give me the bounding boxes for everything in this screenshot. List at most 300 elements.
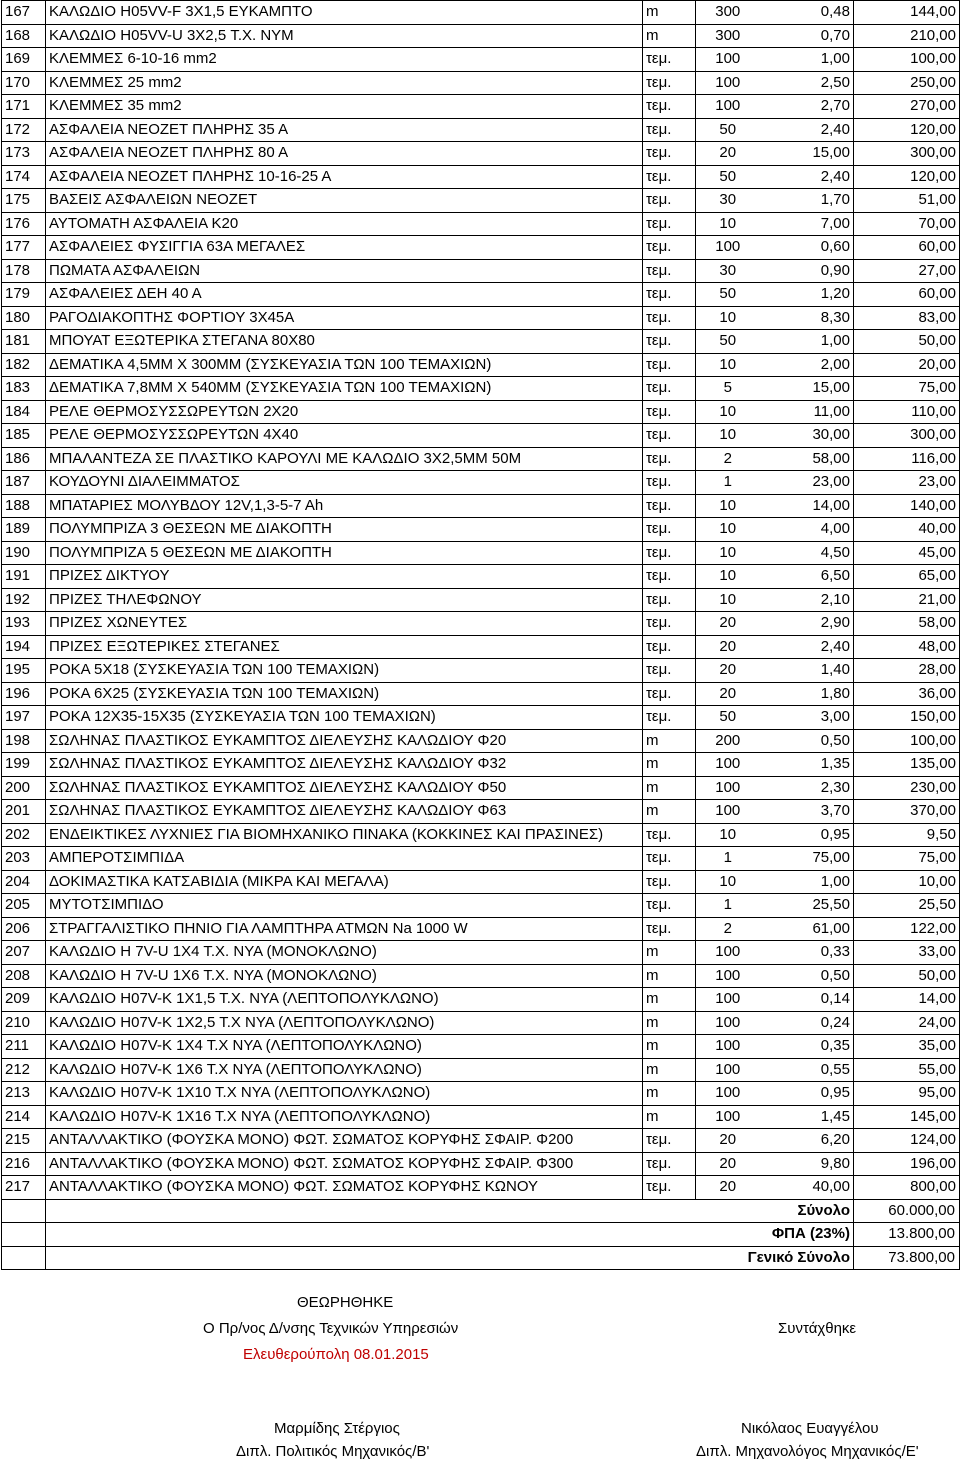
table-row bbox=[2, 424, 960, 448]
table-row bbox=[2, 941, 960, 965]
item-unit: τεμ. bbox=[643, 95, 696, 119]
right-signatory-role: Διπλ. Μηχανολόγος Μηχανικός/Ε' bbox=[696, 1443, 919, 1460]
item-number: 185 bbox=[2, 424, 46, 448]
item-unit: τεμ. bbox=[643, 870, 696, 894]
item-number: 184 bbox=[2, 400, 46, 424]
table-row bbox=[2, 518, 960, 542]
item-total: 23,00 bbox=[854, 471, 960, 495]
item-unit-price: 11,00 bbox=[760, 400, 854, 424]
item-quantity: 10 bbox=[696, 212, 760, 236]
item-number: 174 bbox=[2, 165, 46, 189]
item-unit-price: 1,20 bbox=[760, 283, 854, 307]
item-unit-price: 2,70 bbox=[760, 95, 854, 119]
item-number: 214 bbox=[2, 1105, 46, 1129]
item-unit-price: 0,50 bbox=[760, 964, 854, 988]
item-unit: τεμ. bbox=[643, 48, 696, 72]
table-row bbox=[2, 1105, 960, 1129]
item-unit: τεμ. bbox=[643, 659, 696, 683]
item-number: 171 bbox=[2, 95, 46, 119]
item-number: 205 bbox=[2, 894, 46, 918]
item-total: 250,00 bbox=[854, 71, 960, 95]
item-unit: m bbox=[643, 1011, 696, 1035]
item-description: ΣΤΡΑΓΓΑΛΙΣΤΙΚΟ ΠΗΝΙΟ ΓΙΑ ΛΑΜΠΤΗΡΑ ΑΤΜΩΝ Na 1000 W bbox=[46, 917, 643, 941]
item-unit-price: 23,00 bbox=[760, 471, 854, 495]
item-total: 55,00 bbox=[854, 1058, 960, 1082]
item-unit: τεμ. bbox=[643, 212, 696, 236]
item-description: ΜΠΟΥΑΤ ΕΞΩΤΕΡΙΚΑ ΣΤΕΓΑΝΑ 80Χ80 bbox=[46, 330, 643, 354]
item-unit-price: 61,00 bbox=[760, 917, 854, 941]
table-row bbox=[2, 847, 960, 871]
item-total: 51,00 bbox=[854, 189, 960, 213]
item-description: ΑΣΦΑΛΕΙΑ ΝΕΟΖΕΤ ΠΛΗΡΗΣ 35 Α bbox=[46, 118, 643, 142]
item-total: 370,00 bbox=[854, 800, 960, 824]
item-total: 122,00 bbox=[854, 917, 960, 941]
item-number: 210 bbox=[2, 1011, 46, 1035]
item-description: ΚΑΛΩΔΙΟ H 7V-U 1X6 T.X. NYA (ΜΟΝΟΚΛΩΝΟ) bbox=[46, 964, 643, 988]
table-row bbox=[2, 118, 960, 142]
item-number: 181 bbox=[2, 330, 46, 354]
item-total: 27,00 bbox=[854, 259, 960, 283]
item-unit: m bbox=[643, 988, 696, 1012]
item-unit-price: 2,30 bbox=[760, 776, 854, 800]
item-number: 209 bbox=[2, 988, 46, 1012]
item-unit: τεμ. bbox=[643, 447, 696, 471]
item-quantity: 100 bbox=[696, 1082, 760, 1106]
item-description: ΡΕΛΕ ΘΕΡΜΟΣΥΣΣΩΡΕΥΤΩΝ 4Χ40 bbox=[46, 424, 643, 448]
item-total: 40,00 bbox=[854, 518, 960, 542]
table-row bbox=[2, 729, 960, 753]
item-number: 168 bbox=[2, 24, 46, 48]
item-description: ΣΩΛΗΝΑΣ ΠΛΑΣΤΙΚΟΣ ΕΥΚΑΜΠΤΟΣ ΔΙΕΛΕΥΣΗΣ ΚΑΛΩΔΙΟΥ Φ50 bbox=[46, 776, 643, 800]
item-description: ΡΕΛΕ ΘΕΡΜΟΣΥΣΣΩΡΕΥΤΩΝ 2Χ20 bbox=[46, 400, 643, 424]
item-number: 198 bbox=[2, 729, 46, 753]
item-quantity: 50 bbox=[696, 165, 760, 189]
item-unit-price: 8,30 bbox=[760, 306, 854, 330]
table-row bbox=[2, 635, 960, 659]
item-description: ΑΝΤΑΛΛΑΚΤΙΚΟ (ΦΟΥΣΚΑ ΜΟΝΟ) ΦΩΤ. ΣΩΜΑΤΟΣ ΚΟΡΥΦΗΣ ΚΩΝΟΥ bbox=[46, 1176, 643, 1200]
item-number: 183 bbox=[2, 377, 46, 401]
item-unit: m bbox=[643, 800, 696, 824]
item-quantity: 10 bbox=[696, 588, 760, 612]
item-unit-price: 1,00 bbox=[760, 330, 854, 354]
table-row bbox=[2, 823, 960, 847]
item-quantity: 1 bbox=[696, 894, 760, 918]
item-description: ΣΩΛΗΝΑΣ ΠΛΑΣΤΙΚΟΣ ΕΥΚΑΜΠΤΟΣ ΔΙΕΛΕΥΣΗΣ ΚΑΛΩΔΙΟΥ Φ32 bbox=[46, 753, 643, 777]
item-unit-price: 0,70 bbox=[760, 24, 854, 48]
item-quantity: 100 bbox=[696, 753, 760, 777]
item-number: 173 bbox=[2, 142, 46, 166]
subtotal-row bbox=[2, 1199, 960, 1223]
item-number: 178 bbox=[2, 259, 46, 283]
item-number: 187 bbox=[2, 471, 46, 495]
item-total: 36,00 bbox=[854, 682, 960, 706]
item-unit: τεμ. bbox=[643, 400, 696, 424]
vat-row bbox=[2, 1223, 960, 1247]
item-number: 200 bbox=[2, 776, 46, 800]
item-number: 215 bbox=[2, 1129, 46, 1153]
item-unit: τεμ. bbox=[643, 1176, 696, 1200]
table-row bbox=[2, 447, 960, 471]
item-total: 70,00 bbox=[854, 212, 960, 236]
item-unit-price: 75,00 bbox=[760, 847, 854, 871]
item-unit-price: 0,95 bbox=[760, 823, 854, 847]
item-number: 195 bbox=[2, 659, 46, 683]
item-quantity: 10 bbox=[696, 424, 760, 448]
item-description: ΔΟΚΙΜΑΣΤΙΚΑ ΚΑΤΣΑΒΙΔΙΑ (ΜΙΚΡΑ ΚΑΙ ΜΕΓΑΛΑ) bbox=[46, 870, 643, 894]
item-unit: τεμ. bbox=[643, 353, 696, 377]
item-total: 270,00 bbox=[854, 95, 960, 119]
subtotal-value: 60.000,00 bbox=[854, 1199, 960, 1223]
item-unit: τεμ. bbox=[643, 189, 696, 213]
item-unit-price: 1,70 bbox=[760, 189, 854, 213]
item-quantity: 100 bbox=[696, 1011, 760, 1035]
table-row bbox=[2, 494, 960, 518]
item-unit-price: 7,00 bbox=[760, 212, 854, 236]
table-body bbox=[2, 1, 960, 1200]
item-quantity: 1 bbox=[696, 471, 760, 495]
item-unit: τεμ. bbox=[643, 471, 696, 495]
item-unit-price: 0,60 bbox=[760, 236, 854, 260]
item-number: 192 bbox=[2, 588, 46, 612]
item-unit: τεμ. bbox=[643, 635, 696, 659]
item-quantity: 1 bbox=[696, 847, 760, 871]
table-row bbox=[2, 1058, 960, 1082]
item-quantity: 100 bbox=[696, 71, 760, 95]
item-quantity: 10 bbox=[696, 353, 760, 377]
item-number: 216 bbox=[2, 1152, 46, 1176]
item-description: ΚΛΕΜΜΕΣ 25 mm2 bbox=[46, 71, 643, 95]
item-description: ΚΑΛΩΔΙΟ H07V-K 1X10 T.X NYA (ΛΕΠΤΟΠΟΛΥΚΛΩΝΟ) bbox=[46, 1082, 643, 1106]
item-total: 9,50 bbox=[854, 823, 960, 847]
item-number: 204 bbox=[2, 870, 46, 894]
item-description: ΑΣΦΑΛΕΙΑ ΝΕΟΖΕΤ ΠΛΗΡΗΣ 10-16-25 Α bbox=[46, 165, 643, 189]
item-description: ΑΜΠΕΡΟΤΣΙΜΠΙΔΑ bbox=[46, 847, 643, 871]
item-unit-price: 0,90 bbox=[760, 259, 854, 283]
item-quantity: 10 bbox=[696, 306, 760, 330]
item-quantity: 100 bbox=[696, 964, 760, 988]
item-unit-price: 0,35 bbox=[760, 1035, 854, 1059]
item-total: 65,00 bbox=[854, 565, 960, 589]
item-quantity: 100 bbox=[696, 800, 760, 824]
item-unit-price: 15,00 bbox=[760, 142, 854, 166]
item-description: ΡΟΚΑ 12Χ35-15Χ35 (ΣΥΣΚΕΥΑΣΙΑ ΤΩΝ 100 ΤΕΜΑΧΙΩΝ) bbox=[46, 706, 643, 730]
table-row bbox=[2, 1011, 960, 1035]
item-description: ΠΟΛΥΜΠΡΙΖΑ 5 ΘΕΣΕΩΝ ΜΕ ΔΙΑΚΟΠΤΗ bbox=[46, 541, 643, 565]
item-unit: τεμ. bbox=[643, 283, 696, 307]
item-unit-price: 1,00 bbox=[760, 48, 854, 72]
item-unit: m bbox=[643, 729, 696, 753]
item-total: 50,00 bbox=[854, 964, 960, 988]
item-unit: τεμ. bbox=[643, 236, 696, 260]
head-title: Ο Πρ/νος Δ/νσης Τεχνικών Υπηρεσιών bbox=[203, 1320, 459, 1337]
item-quantity: 30 bbox=[696, 259, 760, 283]
item-total: 75,00 bbox=[854, 847, 960, 871]
item-unit: τεμ. bbox=[643, 424, 696, 448]
item-total: 100,00 bbox=[854, 48, 960, 72]
item-unit: τεμ. bbox=[643, 847, 696, 871]
table-row bbox=[2, 400, 960, 424]
table-row bbox=[2, 142, 960, 166]
item-description: ΚΑΛΩΔΙΟ H05VV-U 3X2,5 Τ.Χ. ΝΥΜ bbox=[46, 24, 643, 48]
item-unit-price: 0,48 bbox=[760, 1, 854, 25]
item-description: ΑΣΦΑΛΕΙΑ ΝΕΟΖΕΤ ΠΛΗΡΗΣ 80 Α bbox=[46, 142, 643, 166]
item-unit: τεμ. bbox=[643, 306, 696, 330]
item-quantity: 50 bbox=[696, 283, 760, 307]
table-row bbox=[2, 612, 960, 636]
item-description: ΚΑΛΩΔΙΟ H07V-K 1X1,5 T.X. NYA (ΛΕΠΤΟΠΟΛΥΚΛΩΝΟ) bbox=[46, 988, 643, 1012]
item-number: 213 bbox=[2, 1082, 46, 1106]
item-quantity: 2 bbox=[696, 917, 760, 941]
item-number: 208 bbox=[2, 964, 46, 988]
table-row bbox=[2, 753, 960, 777]
item-description: ΠΡΙΖΕΣ ΤΗΛΕΦΩΝΟΥ bbox=[46, 588, 643, 612]
vat-label: ΦΠΑ (23%) bbox=[46, 1223, 854, 1247]
item-total: 120,00 bbox=[854, 118, 960, 142]
item-quantity: 10 bbox=[696, 494, 760, 518]
item-description: ΣΩΛΗΝΑΣ ΠΛΑΣΤΙΚΟΣ ΕΥΚΑΜΠΤΟΣ ΔΙΕΛΕΥΣΗΣ ΚΑΛΩΔΙΟΥ Φ20 bbox=[46, 729, 643, 753]
table-row bbox=[2, 189, 960, 213]
item-quantity: 100 bbox=[696, 95, 760, 119]
item-number: 201 bbox=[2, 800, 46, 824]
item-quantity: 10 bbox=[696, 541, 760, 565]
item-description: ΠΡΙΖΕΣ ΧΩΝΕΥΤΕΣ bbox=[46, 612, 643, 636]
item-unit: τεμ. bbox=[643, 259, 696, 283]
item-quantity: 2 bbox=[696, 447, 760, 471]
item-total: 135,00 bbox=[854, 753, 960, 777]
table-row bbox=[2, 800, 960, 824]
item-number: 175 bbox=[2, 189, 46, 213]
item-unit-price: 2,40 bbox=[760, 165, 854, 189]
table-row bbox=[2, 471, 960, 495]
item-description: ΚΑΛΩΔΙΟ H07V-K 1X2,5 T.X NYA (ΛΕΠΤΟΠΟΛΥΚΛΩΝΟ) bbox=[46, 1011, 643, 1035]
item-unit: τεμ. bbox=[643, 894, 696, 918]
item-unit: m bbox=[643, 1058, 696, 1082]
item-total: 124,00 bbox=[854, 1129, 960, 1153]
item-quantity: 100 bbox=[696, 1105, 760, 1129]
item-unit-price: 2,40 bbox=[760, 635, 854, 659]
item-number: 217 bbox=[2, 1176, 46, 1200]
item-quantity: 20 bbox=[696, 612, 760, 636]
vat-value: 13.800,00 bbox=[854, 1223, 960, 1247]
table-row bbox=[2, 283, 960, 307]
item-description: ΚΛΕΜΜΕΣ 6-10-16 mm2 bbox=[46, 48, 643, 72]
item-unit-price: 6,20 bbox=[760, 1129, 854, 1153]
item-number: 170 bbox=[2, 71, 46, 95]
item-quantity: 100 bbox=[696, 236, 760, 260]
item-number: 206 bbox=[2, 917, 46, 941]
item-quantity: 300 bbox=[696, 1, 760, 25]
table-row bbox=[2, 964, 960, 988]
item-total: 14,00 bbox=[854, 988, 960, 1012]
item-number: 202 bbox=[2, 823, 46, 847]
table-row bbox=[2, 1129, 960, 1153]
place-date: Ελευθερούπολη 08.01.2015 bbox=[243, 1346, 429, 1363]
item-unit: m bbox=[643, 24, 696, 48]
item-quantity: 30 bbox=[696, 189, 760, 213]
item-description: ΑΝΤΑΛΛΑΚΤΙΚΟ (ΦΟΥΣΚΑ ΜΟΝΟ) ΦΩΤ. ΣΩΜΑΤΟΣ ΚΟΡΥΦΗΣ ΣΦΑΙΡ. Φ200 bbox=[46, 1129, 643, 1153]
table-row bbox=[2, 565, 960, 589]
item-unit-price: 2,90 bbox=[760, 612, 854, 636]
item-quantity: 300 bbox=[696, 24, 760, 48]
item-unit-price: 58,00 bbox=[760, 447, 854, 471]
table-row bbox=[2, 682, 960, 706]
item-unit: m bbox=[643, 1105, 696, 1129]
item-number: 194 bbox=[2, 635, 46, 659]
item-total: 210,00 bbox=[854, 24, 960, 48]
item-number: 182 bbox=[2, 353, 46, 377]
table-row bbox=[2, 212, 960, 236]
item-total: 196,00 bbox=[854, 1152, 960, 1176]
item-number: 196 bbox=[2, 682, 46, 706]
item-quantity: 10 bbox=[696, 400, 760, 424]
item-total: 20,00 bbox=[854, 353, 960, 377]
item-total: 75,00 bbox=[854, 377, 960, 401]
item-unit-price: 30,00 bbox=[760, 424, 854, 448]
item-total: 140,00 bbox=[854, 494, 960, 518]
item-quantity: 50 bbox=[696, 118, 760, 142]
subtotal-label: Σύνολο bbox=[46, 1199, 854, 1223]
item-description: ΔΕΜΑΤΙΚΑ 7,8ΜΜ Χ 540ΜΜ (ΣΥΣΚΕΥΑΣΙΑ ΤΩΝ 100 ΤΕΜΑΧΙΩΝ) bbox=[46, 377, 643, 401]
item-total: 21,00 bbox=[854, 588, 960, 612]
table-row bbox=[2, 95, 960, 119]
item-unit: τεμ. bbox=[643, 165, 696, 189]
item-unit: m bbox=[643, 753, 696, 777]
item-total: 230,00 bbox=[854, 776, 960, 800]
item-description: ΑΝΤΑΛΛΑΚΤΙΚΟ (ΦΟΥΣΚΑ ΜΟΝΟ) ΦΩΤ. ΣΩΜΑΤΟΣ ΚΟΡΥΦΗΣ ΣΦΑΙΡ. Φ300 bbox=[46, 1152, 643, 1176]
item-total: 100,00 bbox=[854, 729, 960, 753]
item-number: 188 bbox=[2, 494, 46, 518]
item-unit-price: 0,33 bbox=[760, 941, 854, 965]
table-row bbox=[2, 588, 960, 612]
item-unit: τεμ. bbox=[643, 494, 696, 518]
item-number: 186 bbox=[2, 447, 46, 471]
item-unit-price: 0,55 bbox=[760, 1058, 854, 1082]
item-description: ΚΑΛΩΔΙΟ H05VV-F 3X1,5 ΕΥΚΑΜΠΤΟ bbox=[46, 1, 643, 25]
item-description: ΒΑΣΕΙΣ ΑΣΦΑΛΕΙΩΝ ΝΕΟΖΕΤ bbox=[46, 189, 643, 213]
item-unit: m bbox=[643, 964, 696, 988]
item-total: 33,00 bbox=[854, 941, 960, 965]
compiled-label: Συντάχθηκε bbox=[778, 1320, 857, 1337]
item-description: ΠΟΛΥΜΠΡΙΖΑ 3 ΘΕΣΕΩΝ ΜΕ ΔΙΑΚΟΠΤΗ bbox=[46, 518, 643, 542]
item-unit-price: 25,50 bbox=[760, 894, 854, 918]
item-unit-price: 4,00 bbox=[760, 518, 854, 542]
table-row bbox=[2, 306, 960, 330]
item-total: 144,00 bbox=[854, 1, 960, 25]
item-total: 60,00 bbox=[854, 283, 960, 307]
table-row bbox=[2, 48, 960, 72]
left-signatory-name: Μαρμίδης Στέργιος bbox=[274, 1420, 400, 1437]
item-unit: τεμ. bbox=[643, 917, 696, 941]
item-total: 45,00 bbox=[854, 541, 960, 565]
item-number: 193 bbox=[2, 612, 46, 636]
item-unit: τεμ. bbox=[643, 565, 696, 589]
item-description: ΜΠΑΛΑΝΤΕΖΑ ΣΕ ΠΛΑΣΤΙΚΟ ΚΑΡΟΥΛΙ ΜΕ ΚΑΛΩΔΙΟ 3Χ2,5ΜΜ 50Μ bbox=[46, 447, 643, 471]
item-quantity: 50 bbox=[696, 330, 760, 354]
item-quantity: 100 bbox=[696, 941, 760, 965]
item-quantity: 10 bbox=[696, 565, 760, 589]
item-total: 300,00 bbox=[854, 142, 960, 166]
item-description: ΚΑΛΩΔΙΟ H07V-K 1X4 T.X NYA (ΛΕΠΤΟΠΟΛΥΚΛΩΝΟ) bbox=[46, 1035, 643, 1059]
item-quantity: 20 bbox=[696, 1152, 760, 1176]
item-unit-price: 0,95 bbox=[760, 1082, 854, 1106]
item-total: 25,50 bbox=[854, 894, 960, 918]
table-row bbox=[2, 1152, 960, 1176]
grand-total-value: 73.800,00 bbox=[854, 1246, 960, 1270]
item-unit-price: 2,50 bbox=[760, 71, 854, 95]
item-total: 24,00 bbox=[854, 1011, 960, 1035]
left-signatory-role: Διπλ. Πολιτικός Μηχανικός/Β' bbox=[236, 1443, 430, 1460]
item-unit-price: 1,45 bbox=[760, 1105, 854, 1129]
table-row bbox=[2, 330, 960, 354]
item-quantity: 10 bbox=[696, 823, 760, 847]
item-description: ΣΩΛΗΝΑΣ ΠΛΑΣΤΙΚΟΣ ΕΥΚΑΜΠΤΟΣ ΔΙΕΛΕΥΣΗΣ ΚΑΛΩΔΙΟΥ Φ63 bbox=[46, 800, 643, 824]
item-quantity: 20 bbox=[696, 682, 760, 706]
grand-total-label: Γενικό Σύνολο bbox=[46, 1246, 854, 1270]
item-unit: τεμ. bbox=[643, 518, 696, 542]
item-number: 197 bbox=[2, 706, 46, 730]
table-row bbox=[2, 776, 960, 800]
item-unit: τεμ. bbox=[643, 1129, 696, 1153]
grand-total-row bbox=[2, 1246, 960, 1270]
item-unit-price: 40,00 bbox=[760, 1176, 854, 1200]
item-total: 145,00 bbox=[854, 1105, 960, 1129]
item-quantity: 200 bbox=[696, 729, 760, 753]
item-unit: τεμ. bbox=[643, 377, 696, 401]
item-unit-price: 1,40 bbox=[760, 659, 854, 683]
item-total: 800,00 bbox=[854, 1176, 960, 1200]
item-unit: τεμ. bbox=[643, 823, 696, 847]
item-description: ΑΥΤΟΜΑΤΗ ΑΣΦΑΛΕΙΑ Κ20 bbox=[46, 212, 643, 236]
item-description: ΚΑΛΩΔΙΟ H07V-K 1X6 T.X NYA (ΛΕΠΤΟΠΟΛΥΚΛΩΝΟ) bbox=[46, 1058, 643, 1082]
item-quantity: 100 bbox=[696, 988, 760, 1012]
table-row bbox=[2, 541, 960, 565]
item-unit: τεμ. bbox=[643, 118, 696, 142]
item-total: 95,00 bbox=[854, 1082, 960, 1106]
item-number: 172 bbox=[2, 118, 46, 142]
table-row bbox=[2, 1176, 960, 1200]
item-quantity: 10 bbox=[696, 870, 760, 894]
item-unit-price: 2,10 bbox=[760, 588, 854, 612]
table-row bbox=[2, 1082, 960, 1106]
item-total: 83,00 bbox=[854, 306, 960, 330]
item-number: 180 bbox=[2, 306, 46, 330]
item-description: ΚΛΕΜΜΕΣ 35 mm2 bbox=[46, 95, 643, 119]
item-quantity: 20 bbox=[696, 142, 760, 166]
table-row bbox=[2, 259, 960, 283]
table-row bbox=[2, 917, 960, 941]
item-unit-price: 2,00 bbox=[760, 353, 854, 377]
table-row bbox=[2, 894, 960, 918]
item-number: 189 bbox=[2, 518, 46, 542]
table-row bbox=[2, 24, 960, 48]
item-quantity: 20 bbox=[696, 1176, 760, 1200]
right-signatory-name: Νικόλαος Ευαγγέλου bbox=[741, 1420, 879, 1437]
item-description: ΕΝΔΕΙΚΤΙΚΕΣ ΛΥΧΝΙΕΣ ΓΙΑ ΒΙΟΜΗΧΑΝΙΚΟ ΠΙΝΑΚΑ (ΚΟΚΚΙΝΕΣ ΚΑΙ ΠΡΑΣΙΝΕΣ) bbox=[46, 823, 643, 847]
item-quantity: 100 bbox=[696, 48, 760, 72]
table-row bbox=[2, 1, 960, 25]
item-unit-price: 14,00 bbox=[760, 494, 854, 518]
item-unit: τεμ. bbox=[643, 682, 696, 706]
item-unit: τεμ. bbox=[643, 612, 696, 636]
item-unit: τεμ. bbox=[643, 1152, 696, 1176]
item-description: ΑΣΦΑΛΕΙΕΣ ΦΥΣΙΓΓΙΑ 63Α ΜΕΓΑΛΕΣ bbox=[46, 236, 643, 260]
item-description: ΚΑΛΩΔΙΟ H07V-K 1X16 T.X NYA (ΛΕΠΤΟΠΟΛΥΚΛΩΝΟ) bbox=[46, 1105, 643, 1129]
item-quantity: 100 bbox=[696, 1035, 760, 1059]
item-total: 116,00 bbox=[854, 447, 960, 471]
table-row bbox=[2, 988, 960, 1012]
item-unit: m bbox=[643, 1, 696, 25]
item-number: 191 bbox=[2, 565, 46, 589]
